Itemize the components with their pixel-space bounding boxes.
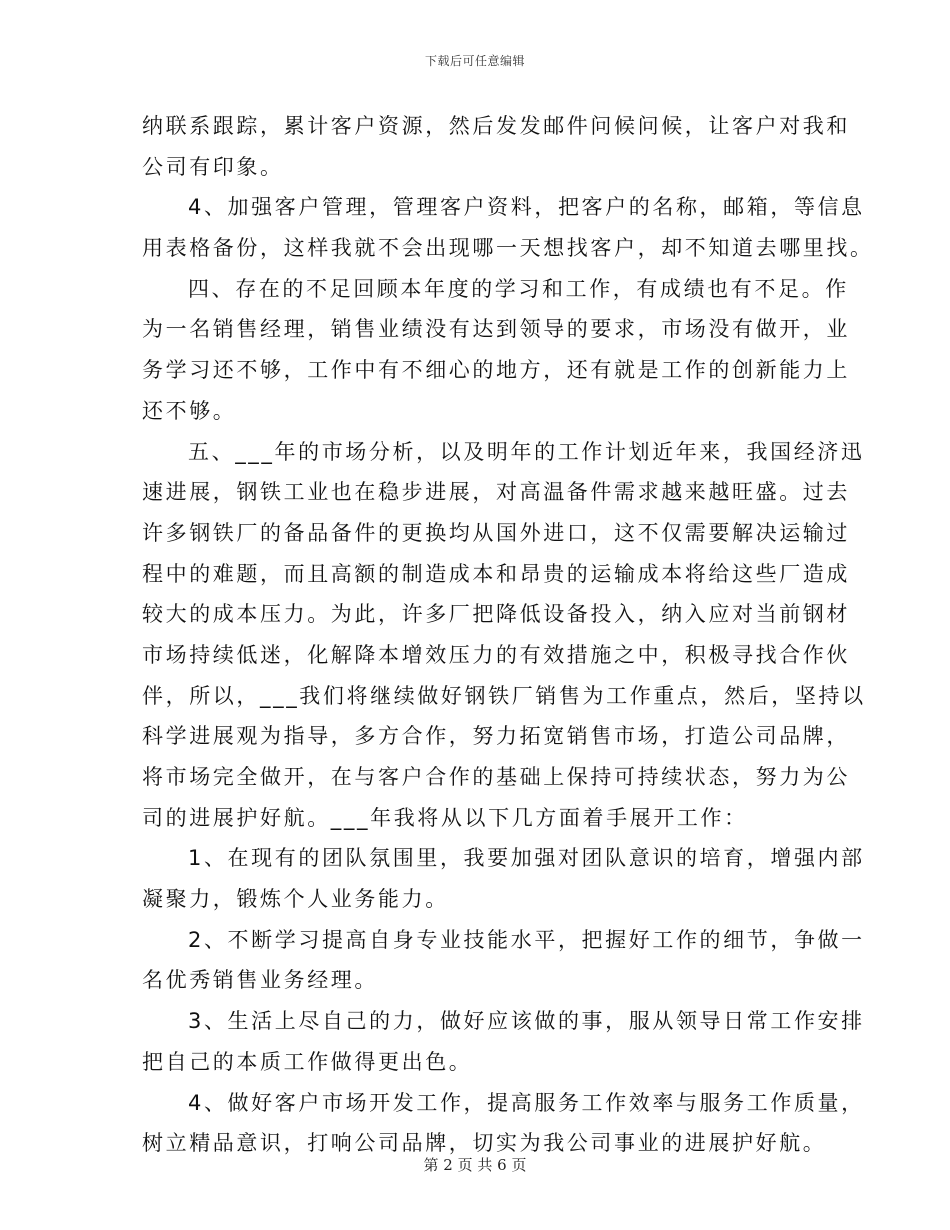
text-line: 凝聚力，锻炼个人业务能力。 (142, 887, 449, 912)
text-line: 为一名销售经理，销售业绩没有达到领导的要求，市场没有做开，业 (142, 317, 850, 342)
text-line: 4、做好客户市场开发工作，提高服务工作效率与服务工作质量， (188, 1090, 865, 1115)
text-line: 名优秀销售业务经理。 (142, 968, 378, 993)
text-line: 四、存在的不足回顾本年度的学习和工作，有成绩也有不足。作 (188, 276, 849, 301)
text-line: 用表格备份，这样我就不会出现哪一天想找客户，却不知道去哪里找。 (142, 236, 874, 261)
document-body (142, 106, 874, 1164)
text-line: 司的进展护好航。___年我将从以下几方面着手展开工作： (142, 805, 748, 830)
text-line: 还不够。 (142, 398, 237, 423)
text-line: 市场持续低迷，化解降本增效压力的有效措施之中，积极寻找合作伙 (142, 642, 850, 667)
text-line: 务学习还不够，工作中有不细心的地方，还有就是工作的创新能力上 (142, 358, 850, 383)
text-line: 伴，所以，___我们将继续做好钢铁厂销售为工作重点，然后，坚持以 (142, 683, 866, 708)
text-line: 五、___年的市场分析，以及明年的工作计划近年来，我国经济迅 (188, 439, 865, 464)
page-header-note: 下载后可任意编辑 (424, 54, 525, 68)
text-line: 3、生活上尽自己的力，做好应该做的事，服从领导日常工作安排 (188, 1009, 865, 1034)
text-line: 速进展，钢铁工业也在稳步进展，对高温备件需求越来越旺盛。过去 (142, 480, 850, 505)
text-line: 许多钢铁厂的备品备件的更换均从国外进口，这不仅需要解决运输过 (142, 520, 850, 545)
text-line: 4、加强客户管理，管理客户资料，把客户的名称，邮箱，等信息 (188, 195, 865, 220)
text-line: 2、不断学习提高自身专业技能水平，把握好工作的细节，争做一 (188, 927, 865, 952)
text-line: 较大的成本压力。为此，许多厂把降低设备投入，纳入应对当前钢材 (142, 602, 850, 627)
text-line: 科学进展观为指导，多方合作，努力拓宽销售市场，打造公司品牌， (142, 724, 850, 749)
text-line: 树立精品意识，打响公司品牌，切实为我公司事业的进展护好航。 (142, 1131, 827, 1156)
text-line: 纳联系跟踪，累计客户资源，然后发发邮件问候问候，让客户对我和 (142, 114, 850, 138)
text-line: 将市场完全做开，在与客户合作的基础上保持可持续状态，努力为公 (142, 765, 850, 789)
text-line: 把自己的本质工作做得更出色。 (142, 1049, 473, 1074)
text-line: 1、在现有的团队氛围里，我要加强对团队意识的培育，增强内部 (188, 846, 865, 871)
text-line: 程中的难题，而且高额的制造成本和昂贵的运输成本将给这些厂造成 (142, 561, 850, 586)
text-line: 公司有印象。 (142, 154, 284, 179)
page-number: 第 2 页 共 6 页 (423, 1156, 527, 1174)
